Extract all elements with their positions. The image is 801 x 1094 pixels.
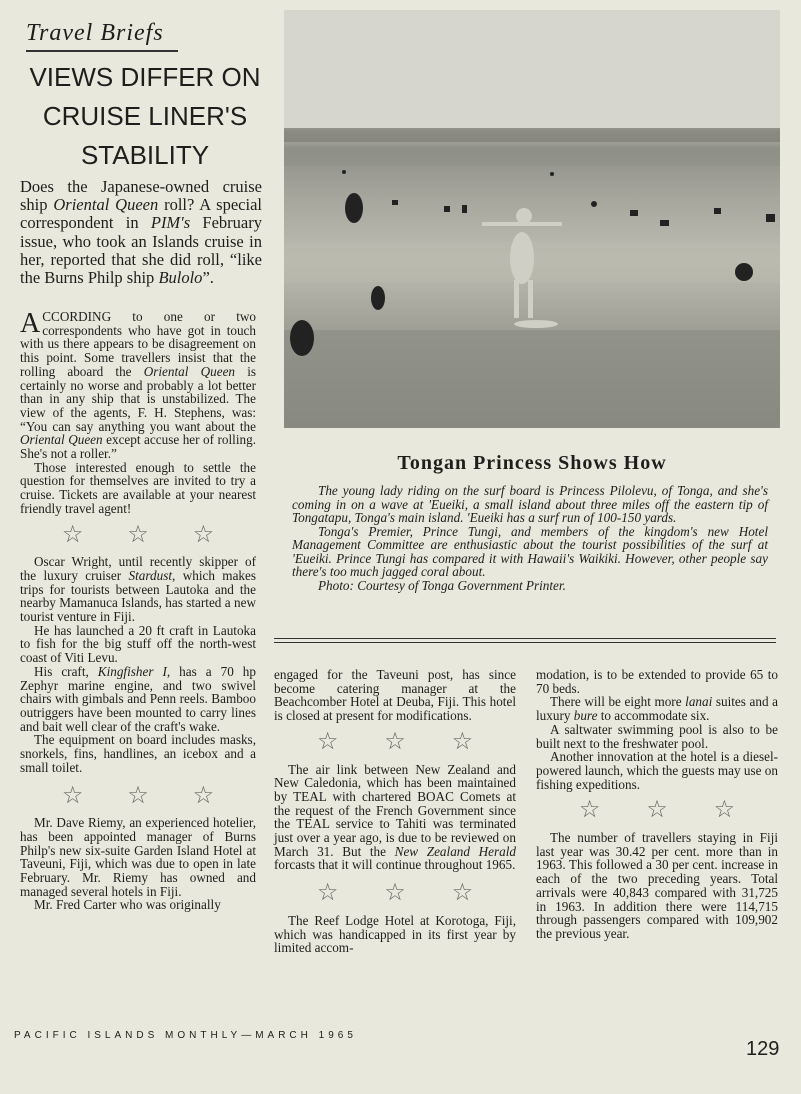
star-icon: ☆: [316, 726, 339, 755]
term: bure: [573, 708, 598, 724]
boat-name: Kingfisher I: [97, 663, 167, 679]
footer-folio: PACIFIC ISLANDS MONTHLY—MARCH 1965: [14, 1030, 357, 1041]
star-icon: ☆: [451, 726, 474, 755]
paragraph: engaged for the Taveuni post, has since become catering manager at the Beachcomber Hotel at Deuba, Fiji. This hotel is closed at present for modifications.: [274, 667, 516, 724]
paragraph: A saltwater swimming pool is also to be built next to the freshwater pool.: [536, 721, 778, 751]
star-icon: ☆: [316, 878, 339, 907]
double-rule: [274, 638, 776, 646]
paragraph: He has launched a 20 ft craft in Lautoka to fish for the big stuff off the north-west coast of Viti Levu.: [20, 622, 256, 666]
star-icon: ☆: [127, 519, 149, 548]
page-number: 129: [746, 1038, 780, 1060]
term: lanai: [685, 694, 713, 710]
standfirst-text: ”.: [202, 268, 214, 288]
surfing-photo: [284, 10, 780, 428]
article-column-2: [274, 668, 516, 955]
headline: [20, 58, 270, 175]
star-icon: ☆: [61, 780, 84, 809]
paragraph: Mr. Dave Riemy, an experienced hotelier, has been appointed manager of Burns Philp's new six-suite Garden Island Hotel at Taveuni, Fiji, which was due to open in late February. Mr. Riemy has owned and managed several hotels in Fiji.: [20, 815, 256, 899]
paragraph: [20, 310, 256, 461]
paragraph: [274, 763, 516, 873]
section-label: Travel Briefs: [26, 20, 164, 46]
star-icon: ☆: [192, 780, 215, 809]
star-icon: ☆: [578, 795, 601, 824]
text-run: There will be eight more: [550, 694, 686, 710]
star-icon: ☆: [384, 878, 406, 907]
text-run: , has a 70 hp Zephyr marine engine, and two swivel chairs with gimbals and Penn reels. Bamboo outriggers have been mounted to carry lines and bait well clear of the craft's wake.: [20, 663, 256, 734]
newspaper-name: New Zealand Herald: [394, 843, 516, 859]
text-run: CCORDING to one or two correspondents who have got in touch with us there appears to be disagreement on this point. Some travellers insist that the rolling aboard the: [20, 309, 256, 379]
text-run: except accuse her of rolling. She's not a roller.”: [20, 432, 256, 462]
drop-cap: A: [20, 308, 41, 339]
text-run: Oscar Wright, until recently skipper of the luxury cruiser: [20, 554, 256, 583]
article-column-1: [20, 310, 256, 912]
paragraph: The Reef Lodge Hotel at Korotoga, Fiji, which was handicapped in its first year by limited accom-: [274, 912, 516, 956]
caption-paragraph: The young lady riding on the surf board is Princess Pilolevu, of Tonga, and she's coming in on a wave at 'Eueiki, a small island about three miles off the eastern tip of Tongatapu, Tonga's main island. 'Eueiki has a surf run of 100-150 yards.: [292, 483, 768, 525]
photo-caption: [292, 484, 768, 592]
standfirst-ship: Oriental Queen: [53, 195, 159, 215]
text-run: suites and a luxury: [536, 694, 778, 724]
caption-paragraph: Tonga's Premier, Prince Tungi, and members of the kingdom's new Hotel Management Committee are enthusiastic about the tourist possibilities of the surf at 'Eueiki. Prince Tungi has compared it with Hawaii's Waikiki. However, other people say there's too much jagged coral about.: [292, 523, 768, 579]
star-divider: [20, 780, 256, 809]
standfirst-text: February issue, who took an Islands cruise in her, reported that she did roll, “like the Burns Philp ship: [20, 213, 262, 288]
article-column-3: [536, 668, 778, 941]
text-run: , which makes trips for tourists between Lautoka and the nearby Mamanuca Islands, has started a new tourist venture in Fiji.: [20, 567, 256, 625]
paragraph: The equipment on board includes masks, snorkels, fins, handlines, an icebox and a small toilet.: [20, 732, 256, 775]
star-divider: [20, 519, 256, 548]
text-run: The air link between New Zealand and New Caledonia, which has been maintained by TEAL with chartered BOAC Comets at the request of the French Government since the TEAL service to Tahiti was terminated just over a year ago, is due to be reviewed on March 31. But the: [274, 761, 516, 859]
text-run: forcasts that it will continue throughout 1965.: [274, 857, 516, 873]
paragraph: [536, 695, 778, 722]
text-run: His craft,: [34, 663, 98, 679]
paragraph: Mr. Fred Carter who was originally: [34, 897, 221, 913]
headline-line: VIEWS DIFFER ON: [29, 62, 261, 92]
standfirst-ship: Bulolo: [158, 268, 203, 288]
section-rule: [26, 50, 178, 52]
standfirst: [20, 178, 262, 287]
paragraph: Those interested enough to settle the question for themselves are invited to try a cruise. Tickets are available at your nearest friendly travel agent!: [20, 459, 256, 516]
ship-name: Stardust: [128, 567, 173, 583]
standfirst-magazine: PIM's: [150, 213, 191, 233]
photo-image: [284, 10, 780, 428]
photo-title: Tongan Princess Shows How: [397, 452, 667, 474]
star-icon: ☆: [384, 726, 406, 755]
star-icon: ☆: [192, 519, 215, 548]
star-divider: [274, 726, 516, 755]
star-icon: ☆: [61, 519, 84, 548]
paragraph: Another innovation at the hotel is a diesel-powered launch, which the guests may use on fishing expeditions.: [536, 749, 778, 792]
star-divider: [536, 795, 778, 824]
text-run: to accommodate six.: [597, 708, 710, 724]
standfirst-text: roll? A special correspondent in: [20, 195, 262, 233]
paragraph: modation, is to be extended to provide 65 to 70 beds.: [536, 667, 778, 696]
text-run: is certainly no worse and probably a lot better than in any ship that is unstabilized. The view of the agents, F. H. Stephens, was: “You can say anything you want about the: [20, 363, 256, 434]
standfirst-text: Does the Japanese-owned cruise ship: [20, 177, 262, 215]
ship-name: Oriental Queen: [20, 432, 103, 448]
paragraph: [20, 665, 256, 734]
headline-line: STABILITY: [80, 140, 210, 170]
headline-line: CRUISE LINER'S: [42, 101, 248, 131]
star-icon: ☆: [127, 780, 149, 809]
star-icon: ☆: [451, 878, 474, 907]
paragraph: The number of travellers staying in Fiji last year was 30.42 per cent. more than in 1963. This followed a 30 per cent. increase in each of the two preceding years. Total arrivals were 40,843 compared with 31,725 in 1963. In addition there were 114,715 through passengers compared with 109,902 the previous year.: [536, 830, 778, 941]
photo-credit: Photo: Courtesy of Tonga Government Printer.: [318, 577, 566, 593]
paragraph: [20, 555, 256, 624]
star-icon: ☆: [713, 795, 736, 824]
ship-name: Oriental Queen: [143, 363, 236, 379]
star-icon: ☆: [646, 795, 668, 824]
star-divider: [274, 878, 516, 907]
